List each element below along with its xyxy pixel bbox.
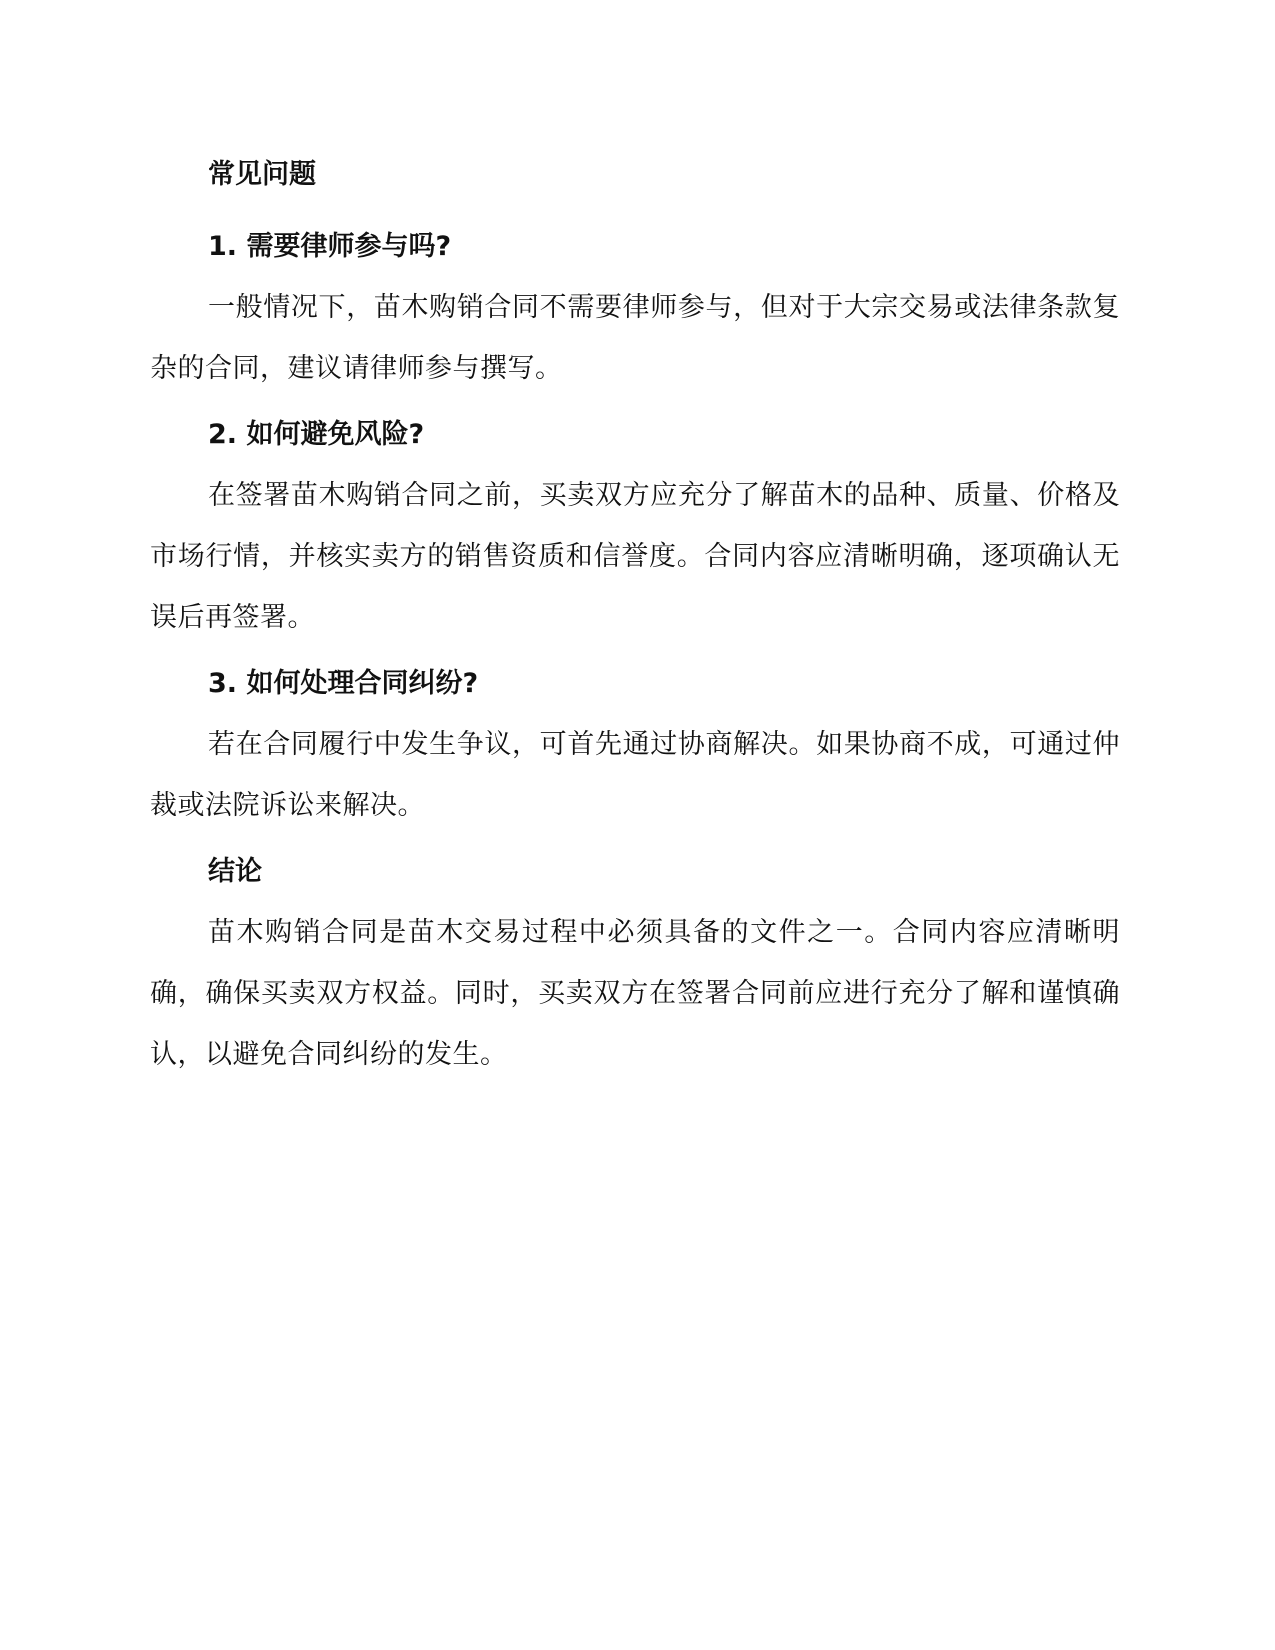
faq-answer-3: 若在合同履行中发生争议，可首先通过协商解决。如果协商不成，可通过仲裁或法院诉讼来解决。 <box>150 729 1120 821</box>
faq-answer-1: 一般情况下，苗木购销合同不需要律师参与，但对于大宗交易或法律条款复杂的合同，建议请律师参与撰写。 <box>150 292 1120 384</box>
document-page <box>150 150 1120 1085</box>
section-title-conclusion: 结论 <box>208 856 262 887</box>
conclusion-body: 苗木购销合同是苗木交易过程中必须具备的文件之一。合同内容应清晰明确，确保买卖双方权益。同时，买卖双方在签署合同前应进行充分了解和谨慎确认，以避免合同纠纷的发生。 <box>150 917 1120 1070</box>
section-title-faq: 常见问题 <box>208 159 316 190</box>
faq-question-1: 1. 需要律师参与吗? <box>208 231 452 262</box>
faq-answer-2: 在签署苗木购销合同之前，买卖双方应充分了解苗木的品种、质量、价格及市场行情，并核实卖方的销售资质和信誉度。合同内容应清晰明确，逐项确认无误后再签署。 <box>150 480 1120 633</box>
faq-question-2: 2. 如何避免风险? <box>208 419 425 450</box>
faq-question-3: 3. 如何处理合同纠纷? <box>208 668 479 699</box>
